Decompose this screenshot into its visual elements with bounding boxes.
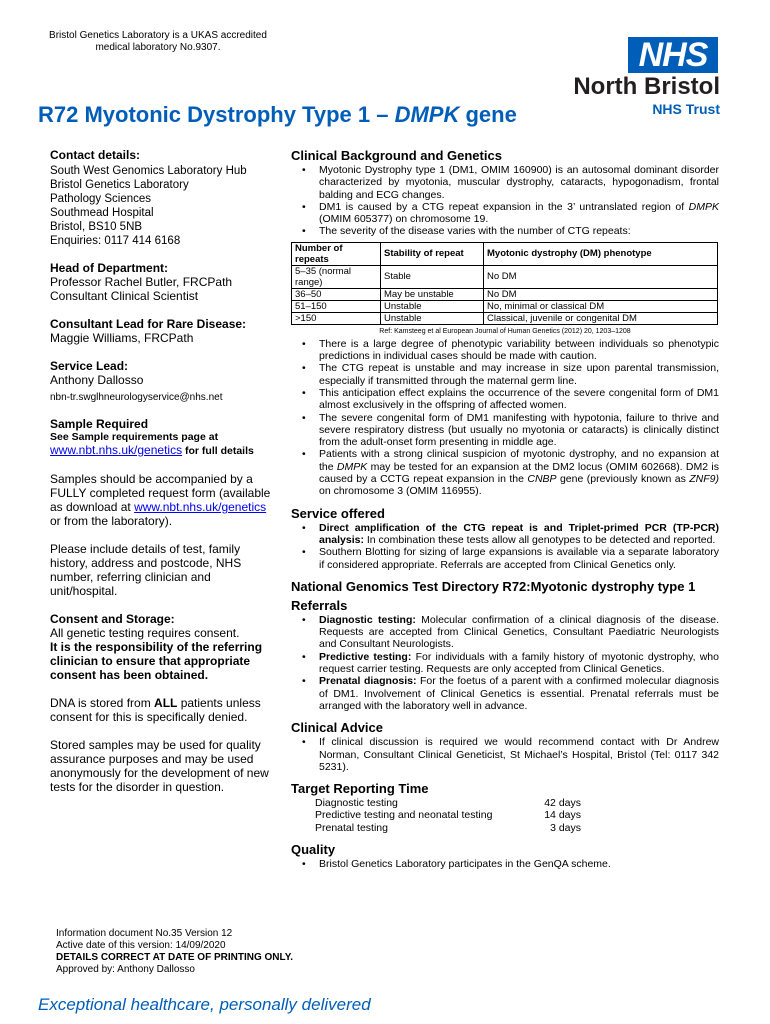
- service-list: [291, 522, 719, 571]
- logo-org-name: North Bristol: [573, 73, 720, 100]
- reporting-time-heading: Target Reporting Time: [291, 781, 429, 797]
- clinical-advice-heading: Clinical Advice: [291, 720, 383, 736]
- list-item: • This anticipation effect explains the occurrence of the severe congenital form of DM1 almost exclusively in the offspring of affected women.: [319, 387, 719, 412]
- consent-heading: Consent and Storage:: [50, 612, 175, 626]
- logo-trust-name: NHS Trust: [652, 101, 720, 117]
- service-lead-heading: Service Lead:: [50, 359, 129, 373]
- hod-name: Professor Rachel Butler, FRCPath: [50, 275, 233, 289]
- genetics-download-link[interactable]: www.nbt.nhs.uk/genetics: [134, 500, 267, 514]
- reporting-days: 42 days: [544, 797, 581, 810]
- document-footer: [56, 928, 293, 976]
- table-row: >150 Unstable Classical, juvenile or congenital DM: [292, 312, 718, 324]
- list-item: • Bristol Genetics Laboratory participates in the GenQA scheme.: [319, 858, 719, 870]
- rare-disease-heading: Consultant Lead for Rare Disease:: [50, 317, 247, 331]
- reporting-test: Diagnostic testing: [315, 797, 398, 810]
- table-row: 36–50 May be unstable No DM: [292, 288, 718, 300]
- repeat-table: [291, 242, 718, 325]
- list-item: • There is a large degree of phenotypic variability between individuals so phenotypic predictions in individual cases should be made with caution.: [319, 338, 719, 363]
- table-header-row: Number of repeats Stability of repeat Myotonic dystrophy (DM) phenotype: [292, 242, 718, 265]
- list-item: • Predictive testing: For individuals with a family history of myotonic dystrophy, who request carrier testing. Requests are only accepted from Clinical Genetics.: [319, 651, 719, 676]
- page-title: R72 Myotonic Dystrophy Type 1 – DMPK gene: [38, 102, 517, 127]
- referrals-heading: Referrals: [291, 597, 348, 613]
- clinical-background-list: [291, 164, 719, 238]
- reporting-time-table: [315, 797, 719, 834]
- table-row: 51–150 Unstable No, minimal or classical DM: [292, 300, 718, 312]
- sample-requirements: See Sample requirements page at www.nbt.nhs.uk/genetics for full details: [50, 431, 254, 457]
- hod-heading: Head of Department:: [50, 261, 169, 275]
- dna-storage-text: DNA is stored from ALL patients unless consent for this is specifically denied.: [50, 696, 261, 724]
- list-item: • Patients with a strong clinical suspicion of myotonic dystrophy, and no expansion at the DMPK may be tested for an expansion at the DM2 locus (OMIM 602668). DM2 is caused by a CCTG repeat expansion in the CNBP gene (previously known as ZNF9) on chromosome 3 (OMIM 116955).: [319, 448, 719, 497]
- clinical-background-heading: Clinical Background and Genetics: [291, 148, 502, 163]
- list-item: • The CTG repeat is unstable and may increase in size upon parental transmission, especially if transmitted through the maternal germ line.: [319, 362, 719, 387]
- right-column: [291, 148, 719, 870]
- advice-list: [291, 736, 719, 773]
- tagline: Exceptional healthcare, personally delivered: [38, 995, 371, 1014]
- list-item: • Diagnostic testing: Molecular confirmation of a clinical diagnosis of the disease. Requests are accepted from Clinical Genetics, Consultant Paediatric Neurologists and Consultant Neurologists.: [319, 614, 719, 651]
- list-item: • Myotonic Dystrophy type 1 (DM1, OMIM 160900) is an autosomal dominant disorder characterized by myotonia, muscular dystrophy, cataracts, hypogonadism, frontal balding and ECG changes.: [319, 164, 719, 201]
- quality-list: [291, 858, 719, 870]
- stored-samples-text: Stored samples may be used for quality assurance purposes and may be used anonymously for the development of new tests for the disorder in question.: [50, 738, 269, 794]
- table-reference: Ref: Kamsteeg et al European Journal of Human Genetics (2012) 20, 1203–1208: [379, 327, 631, 335]
- contact-address: South West Genomics Laboratory Hub Bristol Genetics Laboratory Pathology Sciences Southmead Hospital Bristol, BS10 5NB Enquiries: 0117 414 6168: [50, 165, 247, 247]
- samples-instructions: Samples should be accompanied by a FULLY completed request form (available as download at www.nbt.nhs.uk/genetics or from the laboratory).: [50, 472, 271, 528]
- reporting-days: 14 days: [544, 809, 581, 822]
- sample-heading: Sample Required: [50, 417, 149, 431]
- reporting-days: 3 days: [550, 821, 581, 834]
- contact-heading: Contact details:: [50, 148, 141, 162]
- nhs-logo: NHS: [628, 37, 718, 73]
- active-date: Active date of this version: 14/09/2020: [56, 940, 226, 951]
- include-details-text: Please include details of test, family history, address and postcode, NHS number, referring clinician and unit/hospital.: [50, 542, 242, 598]
- info-document: Information document No.35 Version 12: [56, 928, 233, 939]
- list-item: • If clinical discussion is required we would recommend contact with Dr Andrew Norman, Consultant Clinical Geneticist, St Michael’s Hospital, Bristol (Tel: 0117 342 5231).: [319, 736, 719, 773]
- service-email[interactable]: nbn-tr.swglhneurologyservice@nhs.net: [50, 392, 223, 403]
- approved-by: Approved by: Anthony Dallosso: [56, 964, 195, 975]
- list-item: • The severity of the disease varies with the number of CTG repeats:: [319, 225, 719, 237]
- consent-responsibility: It is the responsibility of the referring clinician to ensure that appropriate consent has been obtained.: [50, 640, 263, 682]
- service-offered-heading: Service offered: [291, 505, 385, 521]
- quality-heading: Quality: [291, 841, 336, 857]
- table-row: 5–35 (normal range) Stable No DM: [292, 265, 718, 288]
- reporting-test: Prenatal testing: [315, 821, 388, 834]
- list-item: • The severe congenital form of DM1 manifesting with hypotonia, failure to thrive and severe respiratory distress (but usually no myotonia or cataracts) is clinically distinct from the adult-onset form presenting in middle age.: [319, 412, 719, 449]
- list-item: • Prenatal diagnosis: For the foetus of a parent with a confirmed molecular diagnosis of DM1. Involvement of Clinical Genetics is essential. Prenatal referrals must be arranged with the laboratory well in advance.: [319, 675, 719, 712]
- genetics-link[interactable]: www.nbt.nhs.uk/genetics: [50, 443, 183, 457]
- clinical-details-list: [291, 338, 719, 498]
- list-item: • Southern Blotting for sizing of large expansions is available via a separate laboratory if considered appropriate. Referrals are accepted from Clinical Genetics only.: [319, 546, 719, 571]
- reporting-test: Predictive testing and neonatal testing: [315, 809, 493, 822]
- list-item: • DM1 is caused by a CTG repeat expansion in the 3’ untranslated region of DMPK (OMIM 605377) on chromosome 19.: [319, 201, 719, 226]
- correct-notice: DETAILS CORRECT AT DATE OF PRINTING ONLY.: [56, 952, 294, 963]
- rare-disease-lead: Maggie Williams, FRCPath: [50, 331, 194, 345]
- hod-role: Consultant Clinical Scientist: [50, 289, 199, 303]
- referrals-list: [291, 614, 719, 712]
- service-lead-name: Anthony Dallosso: [50, 373, 144, 387]
- list-item: • Direct amplification of the CTG repeat is and Triplet-primed PCR (TP-PCR) analysis: In combination these tests allow all genotypes to be detected and reported.: [319, 522, 719, 547]
- test-directory-heading: National Genomics Test Directory R72:Myotonic dystrophy type 1: [291, 578, 696, 594]
- consent-text: All genetic testing requires consent.: [50, 626, 240, 640]
- left-column: [50, 148, 275, 794]
- accreditation-note: Bristol Genetics Laboratory is a UKAS accredited medical laboratory No.9307.: [49, 30, 267, 53]
